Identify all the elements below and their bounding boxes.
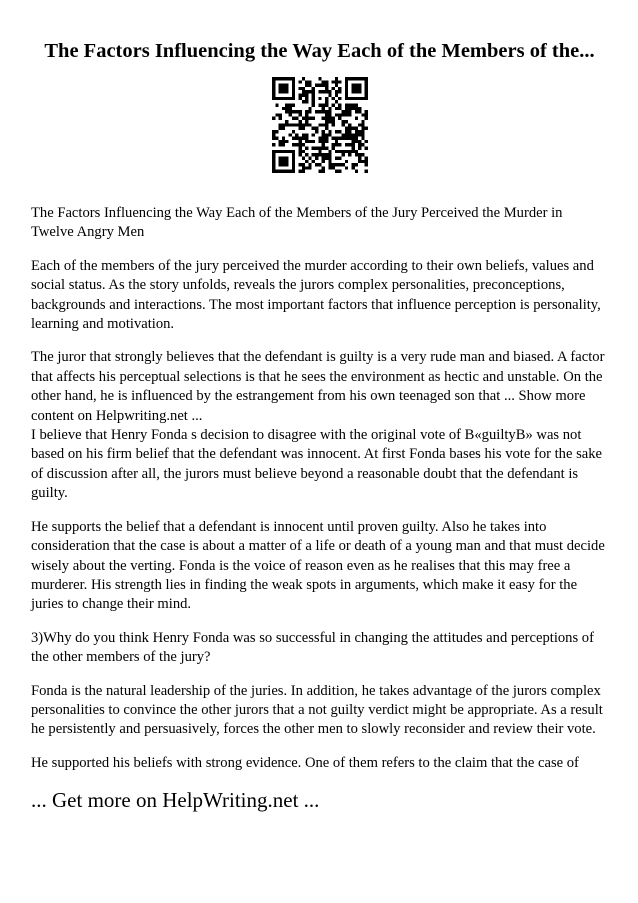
paragraph-intro: The Factors Influencing the Way Each of the Members of the Jury Perceived the Murder in Twelve Angry Men — [31, 205, 563, 241]
document-body — [31, 204, 608, 773]
paragraph-question: 3)Why do you think Henry Fonda was so successful in changing the attitudes and perceptions of the other members of the jury? — [31, 629, 594, 666]
paragraph-perception: Each of the members of the jury perceived the murder according to their own beliefs, values and social status. As the story unfolds, reveals the jurors complex personalities, preconceptions, backgrounds and interactions. The most important factors that influence perception is personality, learning and motivation. — [31, 257, 601, 333]
paragraph-fonda-decision: I believe that Henry Fonda s decision to disagree with the original vote of B«guiltyB» was not based on his firm belief that the defendant was innocent. At first Fonda bases his vote for the sake of discussion after all, the jurors must believe beyond a reasonable doubt that the defendant is guilty. — [31, 427, 603, 502]
paragraph-fonda-beliefs: He supports the belief that a defendant is innocent until proven guilty. Also he takes into consideration that the case is about a matter of a life or death of a young man and that must decide wisely about the verting. Fonda is the voice of reason even as he realises that this may free a murderer. His strength lies in finding the weak spots in arguments, which make it easy for the juries to change their mind. — [31, 518, 605, 613]
qr-code-icon — [272, 77, 368, 173]
get-more-link[interactable]: ... Get more on HelpWriting.net ... — [31, 788, 320, 813]
paragraph-evidence: He supported his beliefs with strong evidence. One of them refers to the claim that the case of — [31, 754, 579, 771]
paragraph-leadership: Fonda is the natural leadership of the juries. In addition, he takes advantage of the jurors complex personalities to convince the other jurors that a not guilty verdict might be appropriate. As a result he persistently and persuasively, forces the other men to slowly reconsider and review their vote. — [31, 682, 603, 738]
paragraph-guilty-juror: The juror that strongly believes that the defendant is guilty is a very rude man and biased. A factor that affects his perceptual selections is that he sees the environment as hectic and unstable. On the other hand, he is influenced by the estrangement from his own teenaged son that ... Show more content on Helpwriting.net ... — [31, 349, 605, 424]
document-title: The Factors Influencing the Way Each of the Members of the... — [44, 40, 595, 62]
